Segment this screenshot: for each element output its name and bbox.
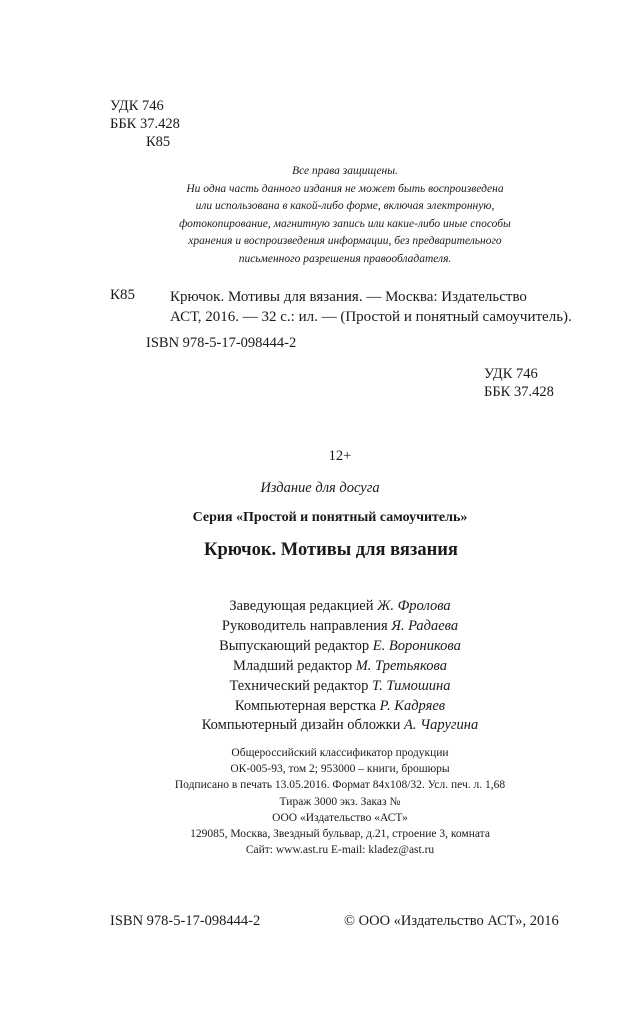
credit-name: Я. Радаева [391, 617, 459, 634]
credit-role: Заведующая редакцией [229, 598, 374, 614]
credit-role: Компьютерный дизайн обложки [201, 717, 401, 734]
bbk-code: ББК 37.428 [110, 116, 180, 132]
catalog-line: Крючок. Мотивы для вязания. — Москва: Издательство [170, 289, 527, 305]
rights-line: фотокопирование, магнитную запись или какие-либо иные способы [179, 217, 511, 230]
credit-role: Руководитель направления [221, 617, 388, 634]
tech-line: ООО «Издательство «АСТ» [272, 811, 408, 824]
credit-name: М. Третьякова [355, 657, 447, 674]
rights-line: или использована в какой-либо форме, включая электронную, [195, 200, 495, 213]
credit-name: А. Чаругина [404, 717, 479, 734]
credits-list [0, 597, 640, 736]
catalog-bbk: ББК 37.428 [484, 384, 554, 400]
catalog-line: АСТ, 2016. — 32 с.: ил. — (Простой и понятный самоучитель). [170, 309, 572, 325]
credit-name: Е. Вороникова [372, 637, 461, 654]
credit-name: Р. Кадряев [379, 697, 446, 714]
tech-line: Сайт: www.ast.ru E-mail: kladez@ast.ru [245, 844, 435, 857]
tech-line: Тираж 3000 экз. Заказ № [279, 795, 401, 808]
credit-role: Технический редактор [229, 677, 369, 694]
credit-line [0, 697, 640, 717]
author-code: К85 [146, 134, 171, 150]
credit-line [0, 677, 640, 697]
credit-role: Компьютерная верстка [234, 697, 377, 714]
credit-role: Младший редактор [233, 657, 353, 674]
tech-line: Подписано в печать 13.05.2016. Формат 84х108/32. Усл. печ. л. 1,68 [174, 779, 506, 792]
credit-line [0, 716, 640, 736]
rights-notice [150, 163, 540, 269]
catalog-description [170, 287, 582, 327]
rights-line: Ни одна часть данного издания не может быть воспроизведена [186, 182, 504, 195]
credit-line [0, 657, 640, 677]
age-rating: 12+ [328, 448, 352, 464]
tech-line: ОК-005-93, том 2; 953000 – книги, брошюры [230, 763, 450, 776]
credit-line [0, 617, 640, 637]
series-name: Серия «Простой и понятный самоучитель» [192, 510, 468, 525]
catalog-udk-block [484, 365, 554, 401]
catalog-isbn: ISBN 978-5-17-098444-2 [146, 335, 297, 351]
credit-role: Выпускающий редактор [219, 637, 370, 654]
catalog-code: К85 [110, 287, 136, 303]
rights-line: письменного разрешения правообладателя. [238, 252, 452, 265]
udk-block [110, 97, 180, 151]
rights-line: хранения и воспроизведения информации, без предварительного [188, 235, 502, 248]
rights-line: Все права защищены. [292, 165, 398, 177]
udk-code: УДК 746 [110, 98, 164, 114]
technical-info [0, 745, 640, 858]
footer-copyright: © ООО «Издательство АСТ», 2016 [344, 913, 559, 929]
credit-name: Ж. Фролова [377, 598, 451, 614]
credit-line [0, 597, 640, 617]
catalog-udk: УДК 746 [484, 366, 538, 382]
tech-line: 129085, Москва, Звездный бульвар, д.21, строение 3, комната [190, 828, 490, 841]
footer-isbn: ISBN 978-5-17-098444-2 [110, 913, 261, 929]
edition-type: Издание для досуга [260, 480, 380, 496]
credit-name: Т. Тимошина [371, 677, 451, 694]
tech-line: Общероссийский классификатор продукции [231, 747, 449, 759]
credit-line [0, 637, 640, 657]
book-title: Крючок. Мотивы для вязания [204, 540, 458, 560]
